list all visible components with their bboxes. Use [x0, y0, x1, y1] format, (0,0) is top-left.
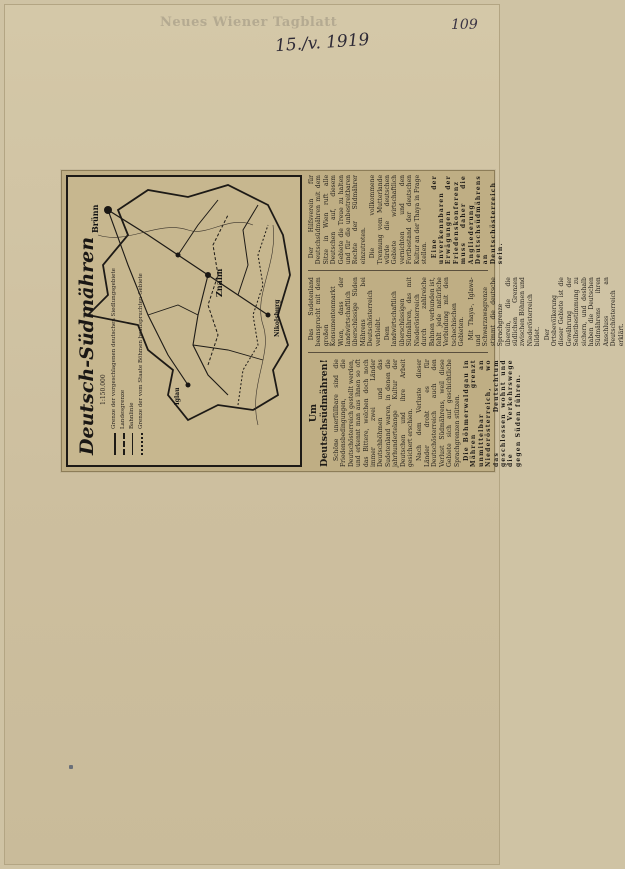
handwritten-date: 15./v. 1919 — [274, 29, 371, 57]
city-label-brunn: Brünn — [90, 204, 100, 233]
map-title: Deutsch-Südmähren — [76, 236, 98, 455]
article-paragraph: Die Böhmerwaldgau in Mähren grenzt unmittelbar an Niederösterreich, wo das Deutschtum geschlossen wohnt und die Verkehrswege gegen Süden führen. — [462, 359, 522, 467]
article-paragraph: Nach dem Verluste dieser Länder droht es für Deutschösterreich auch den Verlust Südmährens, weil diese Gebiete sich auf geschichtliche Sprachgrenzen stützen. — [416, 359, 461, 467]
newspaper-stamp: Neues Wiener Tagblatt — [160, 15, 338, 30]
city-marker — [266, 313, 271, 318]
railway-line — [193, 345, 263, 360]
map-legend — [110, 268, 146, 455]
legend-item: Grenze der vom Staate Böhmen beanspruchten Gebiete — [137, 268, 146, 455]
article-paragraph: Schöne unerfüllbare sind die Friedensbedingungen, die Deutschösterreich gestellt werden, und erkennt man aus ihnen so oft das Bittere, welchen doch noch immer zwei Länder Deutschböhmen und das Sudetenland waren, in denen die jahrhundertelange Kultur der Deutschen und ihre Arbeit gesichert erschien. — [333, 359, 415, 467]
folio-number: 109 — [451, 17, 478, 33]
legend-item: Landesgrenze — [119, 268, 128, 455]
city-marker — [186, 383, 191, 388]
railway-line — [178, 200, 218, 255]
article-paragraph: Der Hilfsverein für Deutschsüdmähren mit dem Sitze in Wien ruft alle Deutschen auf, diesem Gebiete die Treue zu halten und für die unbestreitbaren Rechte der Südmährer einzutreten. — [308, 175, 367, 265]
article-paragraph: Der Ortsbevölkerung dieser Gebiete ist die Gewährung der Selbstbestimmung zu sichern, und deshalb haben die Deutschen Südmährens ihren Anschluss an Deutschösterreich erklärt. — [543, 277, 625, 347]
legend-swatch-solid — [114, 433, 116, 455]
archive-marker-icon — [69, 765, 73, 769]
city-label-znaim: Znaim — [214, 268, 224, 297]
article-paragraph: Dem landwirtschaftlich überschüssigen Südmähren, das mit Niederösterreich durch zahlreiche Bahnen verbunden ist, fehlt jede natürliche Verbindung mit den tschechischen Gebieten. — [384, 277, 466, 347]
archive-sheet — [4, 4, 625, 865]
city-marker — [176, 253, 181, 258]
column-rule — [308, 270, 488, 271]
map-figure — [66, 175, 302, 467]
legend-item: Grenze der vorgeschlagenen deutschen Siedlungsgebiete — [110, 268, 119, 455]
railway-line — [148, 305, 198, 315]
river-line — [98, 222, 253, 237]
article-paragraph: Eine der unverkennbaren Erwägungen der Friedenskonferenz muss daher die Angliederung Deutschsüdmährens an Deutschösterreich sein. — [430, 174, 505, 265]
article-body — [308, 174, 625, 467]
article-paragraph: Das Sudetenland beansprucht mit dem großen Konsumentenmarkt Wien, dass der landwirtschaftlich überschüssige Süden Mährens bei Deutschösterreich verbleibt. — [308, 277, 382, 347]
state-border — [238, 225, 268, 405]
legend-swatch-thin — [132, 433, 133, 455]
article-headline: Um Deutschsüdmähren! — [308, 359, 330, 467]
legend-swatch-dashed — [123, 433, 125, 455]
article-column-3 — [308, 174, 505, 265]
map-scale: 1:150.000 — [100, 374, 107, 405]
clipping-rotated-content — [62, 171, 625, 471]
article-column-2 — [308, 277, 625, 347]
map-drawing — [68, 177, 300, 465]
city-marker-znaim — [205, 272, 211, 278]
city-label-iglau: Iglau — [174, 387, 181, 405]
legend-item: Bahnlinie — [128, 268, 137, 455]
newspaper-clipping — [61, 170, 625, 472]
article-paragraph: Die vollkommene Trennung vom Mutterlande würde die deutschen Gebiete wirtschaftlich vernichten und den Fortbestand der deutschen Kultur an der Thaya in Frage stellen. — [369, 175, 429, 265]
city-marker-brunn — [104, 206, 112, 214]
article-column-1 — [308, 359, 522, 467]
railway-line — [238, 205, 258, 295]
column-rule — [308, 352, 488, 353]
article-paragraph: Mit Thaya-, Iglawa- und Schwarzawagrenze stimmt die deutsche Sprachgrenze überein, die die südlichen Grenzen zwischen Böhmen und Niederösterreich bildet. — [467, 277, 542, 347]
city-label-nikolsburg: Nikolsburg — [274, 299, 281, 337]
legend-swatch-dotted — [141, 433, 143, 455]
